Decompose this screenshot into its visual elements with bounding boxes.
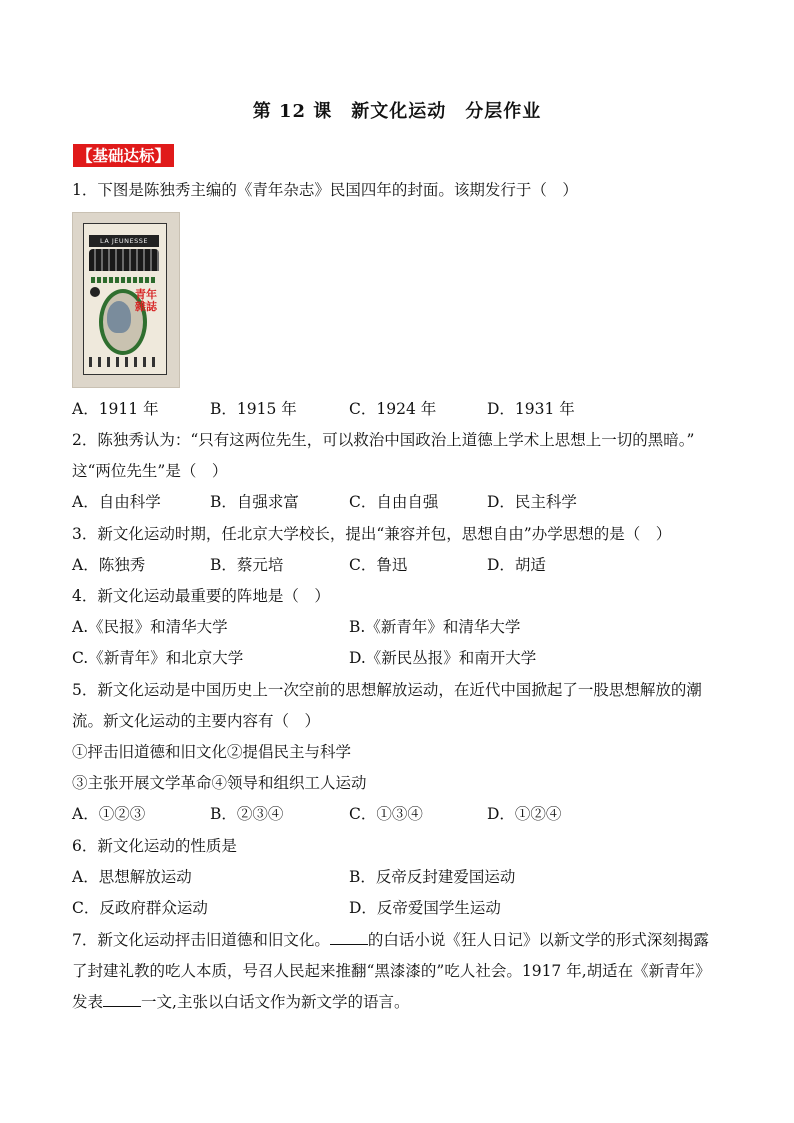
question-5-items-line-1: ①抨击旧道德和旧文化②提倡民主与科学: [72, 743, 352, 761]
cover-portrait: [107, 301, 131, 333]
cover-crowd-illustration: [89, 249, 159, 271]
question-7-line-3: [72, 992, 409, 1012]
question-4-option-c: C.《新青年》和北京大学: [72, 649, 244, 667]
question-2-option-b: B．自强求富: [210, 493, 299, 511]
question-6-option-b: B．反帝反封建爱国运动: [349, 868, 516, 886]
question-2-stem-line-2: 这“两位先生”是（ ）: [72, 462, 228, 480]
question-5-stem-line-1: 5．新文化运动是中国历史上一次空前的思想解放运动，在近代中国掀起了一股思想解放的潮: [72, 681, 702, 699]
question-5-option-a: A．①②③: [72, 805, 146, 823]
question-1-option-a: A．1911 年: [72, 400, 159, 418]
question-1-option-d: D．1931 年: [487, 400, 575, 418]
question-4-option-a: A.《民报》和清华大学: [72, 618, 228, 636]
question-5-option-b: B．②③④: [210, 805, 284, 823]
question-7-line-1-suffix: 的白话小说《狂人日记》以新文学的形式深刻揭露: [367, 931, 709, 949]
question-2-option-c: C．自由自强: [349, 493, 439, 511]
cover-emblem-icon: [90, 287, 100, 297]
question-5-stem-line-2: 流。新文化运动的主要内容有（ ）: [72, 712, 321, 730]
question-7-line-1: [72, 930, 709, 950]
question-2-option-a: A．自由科学: [72, 493, 161, 511]
question-3-stem: 3．新文化运动时期，任北京大学校长，提出“兼容并包，思想自由”办学思想的是（ ）: [72, 525, 672, 543]
magazine-cover-image: [72, 212, 180, 388]
cover-magazine-name: 青年雜誌: [135, 288, 157, 313]
question-7-line-3-prefix: 发表: [72, 993, 104, 1011]
question-3-option-b: B．蔡元培: [210, 556, 284, 574]
section-tag: 【基础达标】: [73, 144, 174, 167]
question-1-option-b: B．1915 年: [210, 400, 297, 418]
cover-footer-pattern: [89, 357, 159, 367]
cover-leaf-border: [91, 277, 155, 283]
question-4-option-b: B.《新青年》和清华大学: [349, 618, 521, 636]
question-2-option-d: D．民主科学: [487, 493, 577, 511]
question-5-option-d: D．①②④: [487, 805, 562, 823]
fill-blank-2[interactable]: [103, 992, 141, 1007]
question-5-option-c: C．①③④: [349, 805, 423, 823]
question-1-option-c: C．1924 年: [349, 400, 437, 418]
question-6-stem: 6．新文化运动的性质是: [72, 837, 237, 855]
question-3-option-a: A．陈独秀: [72, 556, 146, 574]
fill-blank-1[interactable]: [330, 930, 368, 945]
question-7-line-2: 了封建礼教的吃人本质，号召人民起来推翻“黑漆漆的”吃人社会。1917 年,胡适在《新青年》: [72, 962, 711, 980]
question-6-option-a: A．思想解放运动: [72, 868, 192, 886]
question-2-stem-line-1: 2．陈独秀认为：“只有这两位先生，可以救治中国政治上道德上学术上思想上一切的黑暗。”: [72, 431, 695, 449]
question-7-line-1-prefix: 7．新文化运动抨击旧道德和旧文化。: [72, 931, 330, 949]
question-3-option-c: C．鲁迅: [349, 556, 408, 574]
page-title: 第 12 课 新文化运动 分层作业: [252, 101, 542, 122]
question-4-stem: 4．新文化运动最重要的阵地是（ ）: [72, 587, 330, 605]
question-5-items-line-2: ③主张开展文学革命④领导和组织工人运动: [72, 774, 367, 792]
question-6-option-d: D．反帝爱国学生运动: [349, 899, 501, 917]
question-6-option-c: C．反政府群众运动: [72, 899, 208, 917]
cover-banner: LA JEUNESSE: [89, 235, 159, 247]
question-3-option-d: D．胡适: [487, 556, 546, 574]
question-7-line-3-suffix: 一文,主张以白话文作为新文学的语言。: [141, 993, 410, 1011]
question-4-option-d: D.《新民丛报》和南开大学: [349, 649, 537, 667]
question-1-stem: 1．下图是陈独秀主编的《青年杂志》民国四年的封面。该期发行于（ ）: [72, 181, 578, 199]
